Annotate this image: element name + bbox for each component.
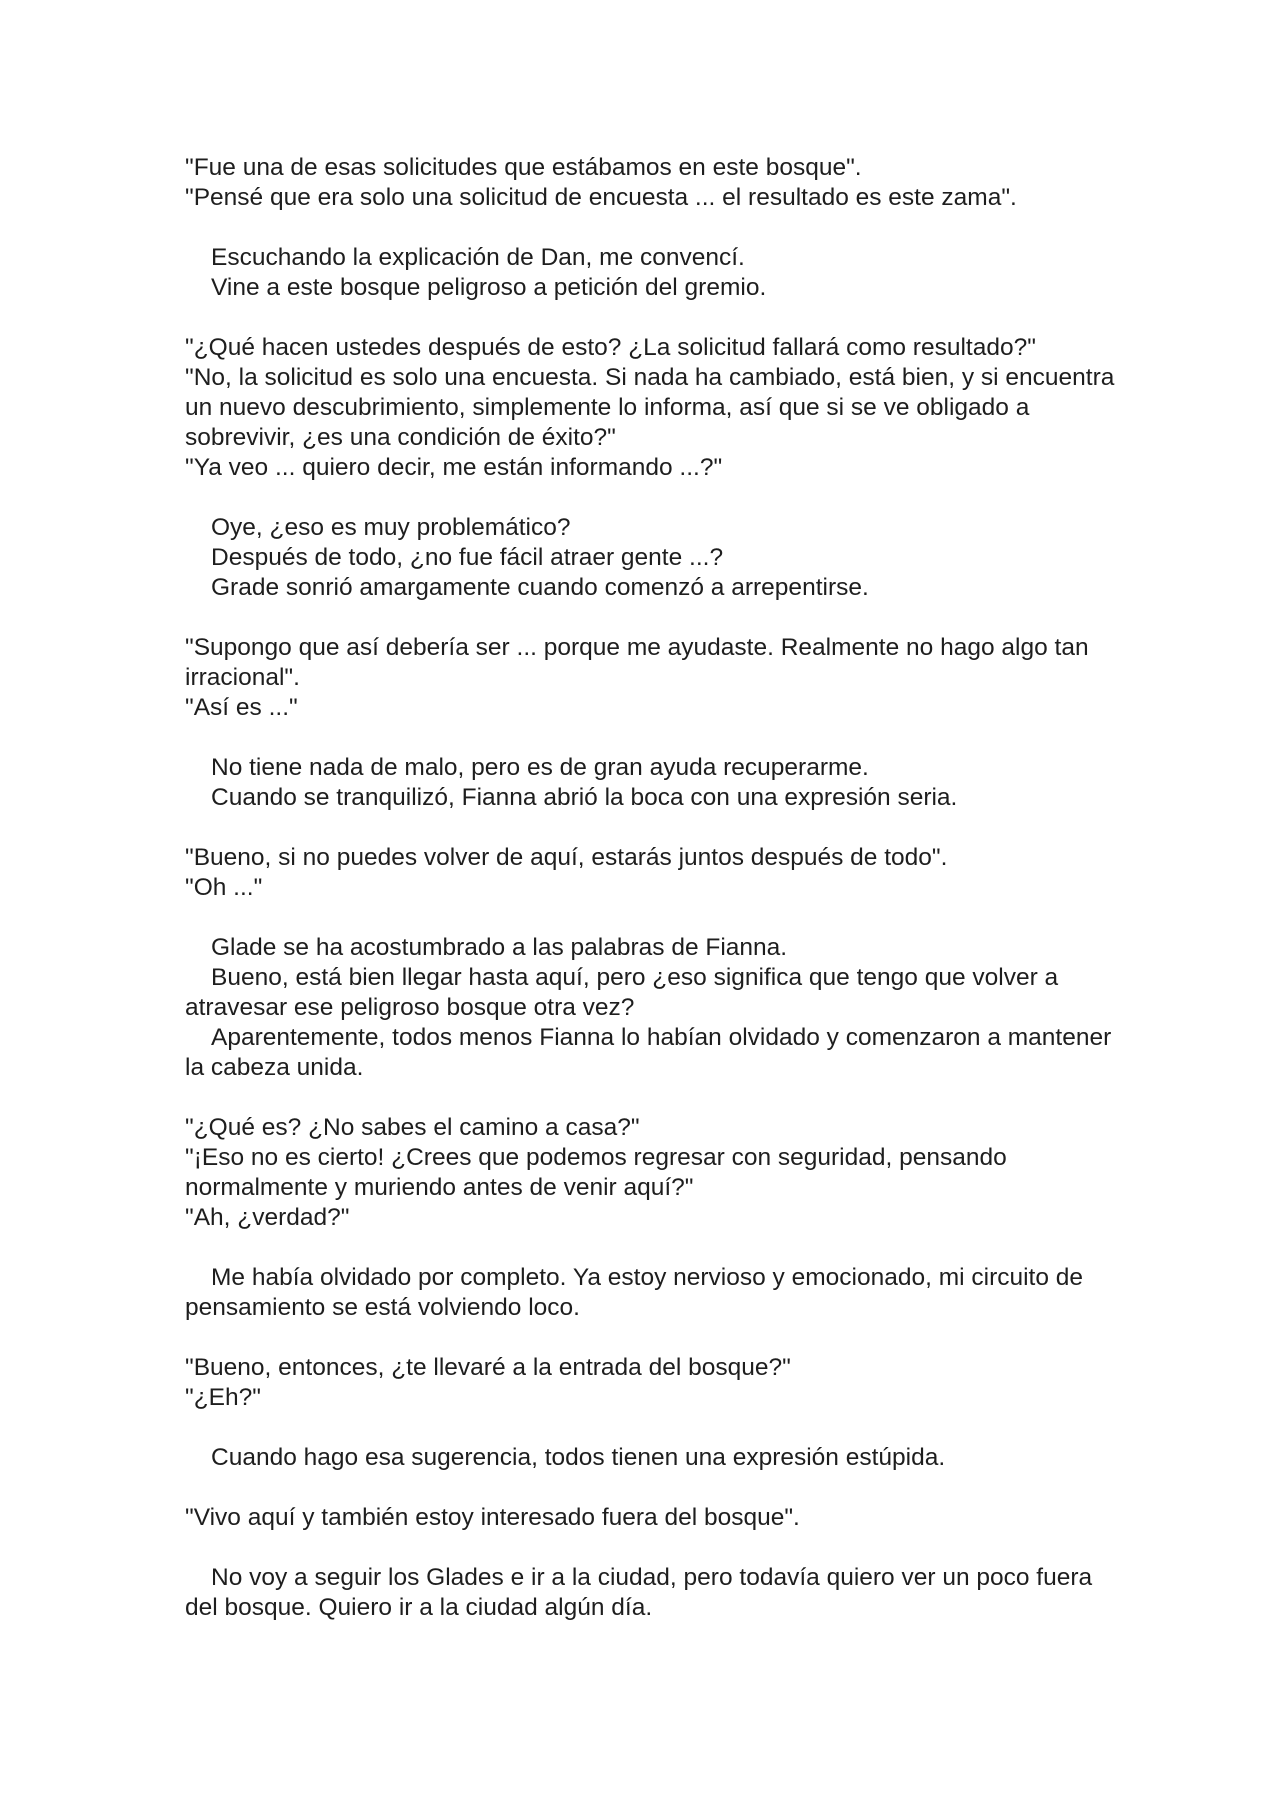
narration-paragraph: Después de todo, ¿no fue fácil atraer gente ...? xyxy=(211,544,724,571)
narration-paragraph: Aparentemente, todos menos Fianna lo habían olvidado y comenzaron a mantener la cabeza unida. xyxy=(185,1024,1112,1081)
narration-paragraph: Vine a este bosque peligroso a petición del gremio. xyxy=(211,274,767,301)
dialogue-line: "Fue una de esas solicitudes que estábamos en este bosque". xyxy=(185,154,862,181)
narration-paragraph: Me había olvidado por completo. Ya estoy nervioso y emocionado, mi circuito de pensamiento se está volviendo loco. xyxy=(185,1264,1084,1321)
narration-paragraph: Oye, ¿eso es muy problemático? xyxy=(211,514,571,541)
narration-paragraph: Escuchando la explicación de Dan, me convencí. xyxy=(211,244,745,271)
narration-paragraph: No tiene nada de malo, pero es de gran ayuda recuperarme. xyxy=(211,754,869,781)
narration-block xyxy=(185,243,1115,303)
dialogue-line: "¡Eso no es cierto! ¿Crees que podemos regresar con seguridad, pensando normalmente y muriendo antes de venir aquí?" xyxy=(185,1144,1007,1201)
narration-block xyxy=(185,1563,1115,1623)
dialogue-line: "Vivo aquí y también estoy interesado fuera del bosque". xyxy=(185,1504,800,1531)
dialogue-block xyxy=(185,1113,1115,1233)
narration-paragraph: Glade se ha acostumbrado a las palabras de Fianna. xyxy=(211,934,788,961)
dialogue-line: "¿Eh?" xyxy=(185,1384,261,1411)
narration-block xyxy=(185,513,1115,603)
dialogue-line: "Bueno, si no puedes volver de aquí, estarás juntos después de todo". xyxy=(185,844,948,871)
narration-paragraph: Cuando hago esa sugerencia, todos tienen una expresión estúpida. xyxy=(211,1444,946,1471)
dialogue-block xyxy=(185,633,1115,723)
narration-paragraph: Bueno, está bien llegar hasta aquí, pero ¿eso significa que tengo que volver a atravesar ese peligroso bosque otra vez? xyxy=(185,964,1059,1021)
dialogue-line: "Así es ..." xyxy=(185,694,298,721)
dialogue-line: "Bueno, entonces, ¿te llevaré a la entrada del bosque?" xyxy=(185,1354,791,1381)
dialogue-block xyxy=(185,1353,1115,1413)
dialogue-block xyxy=(185,333,1115,483)
dialogue-line: "Pensé que era solo una solicitud de encuesta ... el resultado es este zama". xyxy=(185,184,1017,211)
dialogue-line: "Oh ..." xyxy=(185,874,263,901)
dialogue-line: "Ya veo ... quiero decir, me están informando ...?" xyxy=(185,454,723,481)
dialogue-line: "¿Qué es? ¿No sabes el camino a casa?" xyxy=(185,1114,640,1141)
dialogue-block xyxy=(185,1503,1115,1533)
dialogue-block xyxy=(185,843,1115,903)
document-page xyxy=(185,153,1115,1623)
narration-paragraph: Grade sonrió amargamente cuando comenzó a arrepentirse. xyxy=(211,574,869,601)
dialogue-block xyxy=(185,153,1115,213)
dialogue-line: "Supongo que así debería ser ... porque me ayudaste. Realmente no hago algo tan irracional". xyxy=(185,634,1089,691)
narration-block xyxy=(185,1443,1115,1473)
dialogue-line: "Ah, ¿verdad?" xyxy=(185,1204,350,1231)
dialogue-line: "¿Qué hacen ustedes después de esto? ¿La solicitud fallará como resultado?" xyxy=(185,334,1036,361)
narration-block xyxy=(185,1263,1115,1323)
narration-paragraph: Cuando se tranquilizó, Fianna abrió la boca con una expresión seria. xyxy=(211,784,958,811)
dialogue-line: "No, la solicitud es solo una encuesta. Si nada ha cambiado, está bien, y si encuentra un nuevo descubrimiento, simplemente lo informa, así que si se ve obligado a sobrevivir, ¿es una condición de éxito?" xyxy=(185,364,1115,451)
narration-block xyxy=(185,933,1115,1083)
narration-block xyxy=(185,753,1115,813)
narration-paragraph: No voy a seguir los Glades e ir a la ciudad, pero todavía quiero ver un poco fuera del bosque. Quiero ir a la ciudad algún día. xyxy=(185,1564,1093,1621)
